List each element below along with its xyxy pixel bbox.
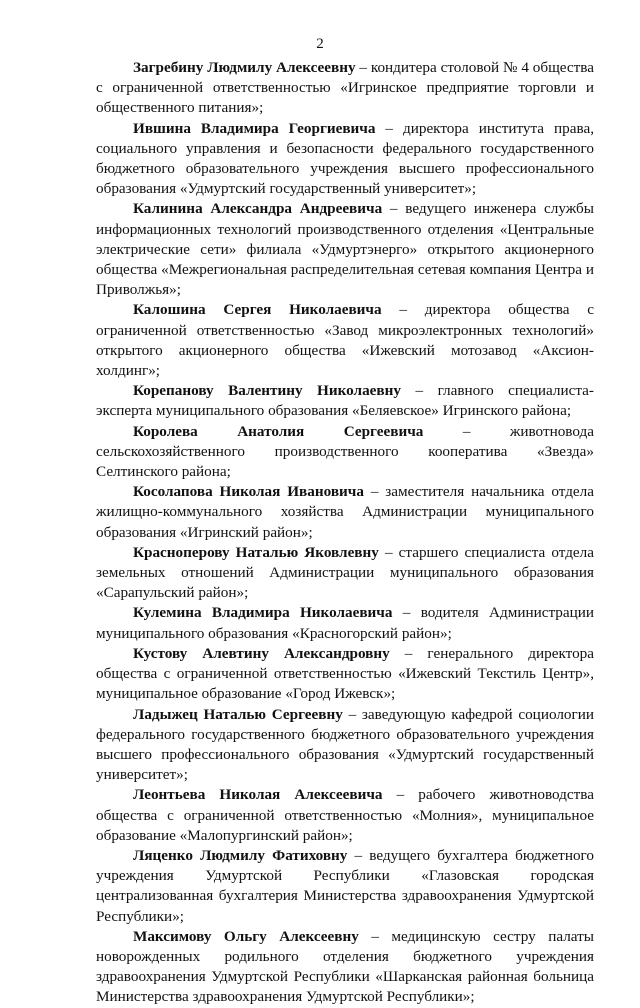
list-item xyxy=(96,482,594,543)
list-item xyxy=(96,199,594,300)
person-name: Леонтьева Николая Алексеевича xyxy=(133,786,383,804)
person-description: – главного специалиста-эксперта муниципального образования «Беляевское» Игринского района; xyxy=(96,382,594,420)
person-description: – старшего специалиста отдела земельных отношений Администрации муниципального образования «Сарапульский район»; xyxy=(96,543,594,602)
list-item xyxy=(96,785,594,846)
person-name: Кустову Алевтину Александровну xyxy=(133,644,390,662)
person-name: Калошина Сергея Николаевича xyxy=(133,301,382,319)
person-description: – медицинскую сестру палаты новорожденных родильного отделения бюджетного учреждения здравоохранения Удмуртской Республики «Шарканская районная больница Министерства здравоохранения Удмуртской Республики»; xyxy=(96,927,594,1006)
person-description: – ведущего инженера службы информационных технологий производственного отделения «Центральные электрические сети» филиала «Удмуртэнерго» открытого акционерного общества «Межрегиональная распределительная сетевая компания Центра и Приволжья»; xyxy=(96,200,594,299)
list-item xyxy=(96,543,594,604)
award-list xyxy=(96,58,594,1008)
list-item xyxy=(96,422,594,483)
list-item xyxy=(96,927,594,1008)
person-description: – генерального директора общества с ограниченной ответственностью «Ижевский Текстиль Центр», муниципальное образование «Город Ижевск»; xyxy=(96,644,594,703)
person-name: Загребину Людмилу Алексеевну xyxy=(133,59,356,76)
person-name: Корепанову Валентину Николаевну xyxy=(133,382,401,400)
list-item xyxy=(96,705,594,786)
person-description: – заместителя начальника отдела жилищно-коммунального хозяйства Администрации муниципального образования «Игринский район»; xyxy=(96,483,594,541)
list-item xyxy=(96,119,594,200)
person-name: Королева Анатолия Сергеевича xyxy=(133,422,424,440)
person-description: – кондитера столовой № 4 общества с ограниченной ответственностью «Игринское предприятие торговли и общественного питания»; xyxy=(96,59,594,117)
person-description: – животновода сельскохозяйственного производственного кооператива «Звезда» Селтинского района; xyxy=(96,422,594,481)
list-item xyxy=(96,300,594,381)
person-description: – ведущего бухгалтера бюджетного учреждения Удмуртской Республики «Глазовская городская централизованная бухгалтерия Министерства здравоохранения Удмуртской Республики»; xyxy=(96,846,594,925)
person-name: Ившина Владимира Георгиевича xyxy=(133,119,376,137)
person-name: Кулемина Владимира Николаевича xyxy=(133,604,393,622)
person-name: Косолапова Николая Ивановича xyxy=(133,483,364,501)
list-item xyxy=(96,603,594,643)
person-description: – заведующую кафедрой социологии федерального государственного бюджетного образовательного учреждения высшего профессионального образования «Удмуртский государственный университет»; xyxy=(96,705,594,784)
person-description: – водителя Администрации муниципального образования «Красногорский район»; xyxy=(96,604,594,642)
person-name: Максимову Ольгу Алексеевну xyxy=(133,927,359,945)
list-item xyxy=(96,644,594,705)
page-number: 2 xyxy=(316,36,324,52)
person-name: Ладыжец Наталью Сергеевну xyxy=(133,705,343,723)
person-description: – рабочего животноводства общества с ограниченной ответственностью «Молния», муниципальное образование «Малопургинский район»; xyxy=(96,786,594,844)
list-item xyxy=(96,381,594,421)
person-name: Ляценко Людмилу Фатиховну xyxy=(133,846,348,864)
list-item xyxy=(96,58,594,119)
person-description: – директора общества с ограниченной ответственностью «Завод микроэлектронных технологий» открытого акционерного общества «Ижевский мотозавод «Аксион-холдинг»; xyxy=(96,301,594,380)
person-description: – директора института права, социального управления и безопасности федерального государственного бюджетного образовательного учреждения высшего профессионального образования «Удмуртский государственный университет»; xyxy=(96,119,594,198)
person-name: Калинина Александра Андреевича xyxy=(133,200,383,218)
person-name: Красноперову Наталью Яковлевну xyxy=(133,543,379,561)
list-item xyxy=(96,846,594,927)
